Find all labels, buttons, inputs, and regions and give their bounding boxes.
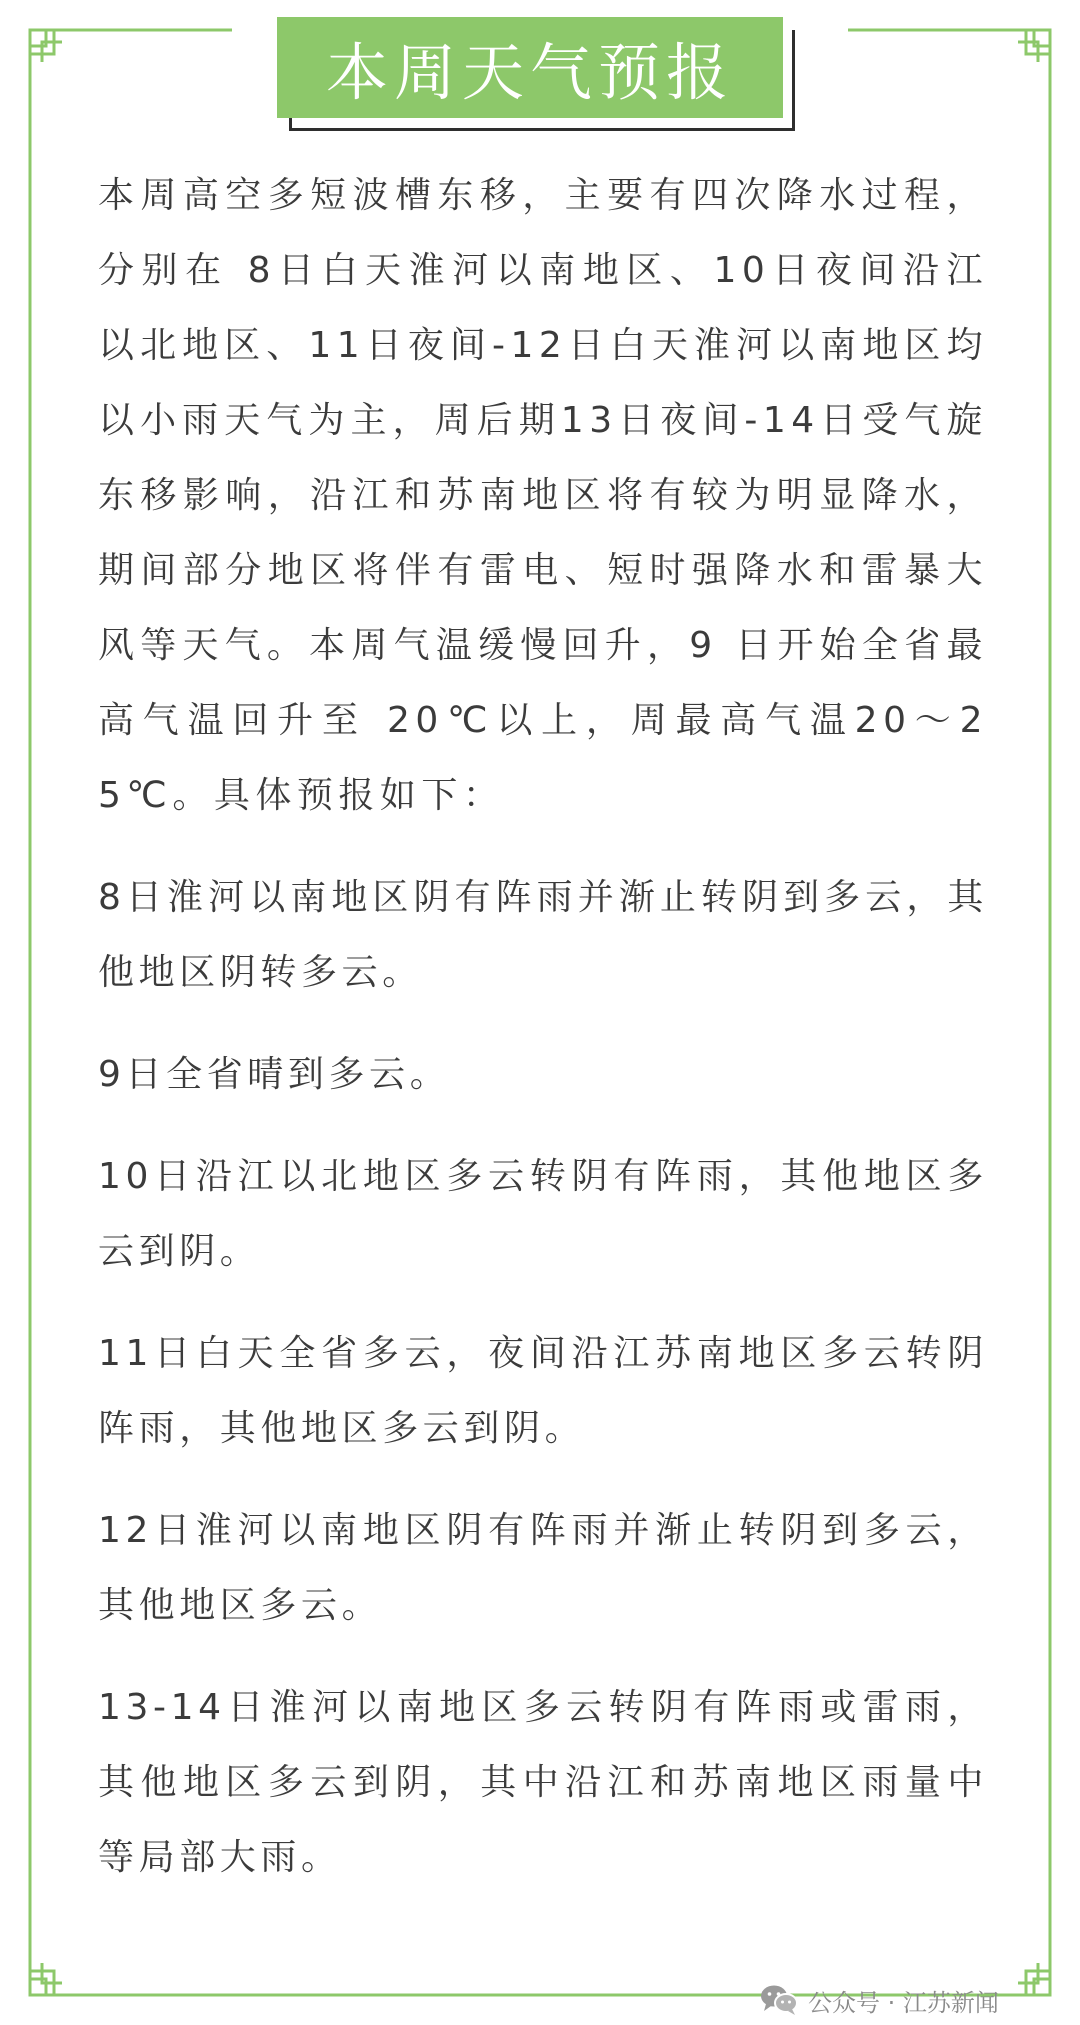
wechat-icon <box>760 1984 798 2016</box>
paragraph-summary: 本周高空多短波槽东移，主要有四次降水过程，分别在 8日白天淮河以南地区、10日夜间沿江以北地区、11日夜间-12日白天淮河以南地区均以小雨天气为主，周后期13日夜间-14日受气旋东移影响，沿江和苏南地区将有较为明显降水，期间部分地区将伴有雷电、短时强降水和雷暴大风等天气。本周气温缓慢回升，9 日开始全省最高气温回升至 20℃以上，周最高气温20～25℃。具体预报如下： <box>98 175 988 816</box>
paragraph-day-9: 9日全省晴到多云。 <box>98 1054 451 1095</box>
article-body <box>98 158 988 1922</box>
paragraph-day-8: 8日淮河以南地区阴有阵雨并渐止转阴到多云，其他地区阴转多云。 <box>98 877 988 993</box>
watermark-text: 公众号 · 江苏新闻 <box>808 1988 999 2017</box>
title-banner <box>277 17 783 118</box>
watermark <box>760 1980 999 2020</box>
paragraph-day-10: 10日沿江以北地区多云转阴有阵雨，其他地区多云到阴。 <box>98 1156 988 1272</box>
paragraph-day-13-14: 13-14日淮河以南地区多云转阴有阵雨或雷雨，其他地区多云到阴，其中沿江和苏南地区雨量中等局部大雨。 <box>98 1687 988 1878</box>
paragraph-day-12: 12日淮河以南地区阴有阵雨并渐止转阴到多云，其他地区多云。 <box>98 1510 988 1626</box>
banner-box <box>277 17 783 118</box>
page-title: 本周天气预报 <box>325 36 734 109</box>
paragraph-day-11: 11日白天全省多云，夜间沿江苏南地区多云转阴阵雨，其他地区多云到阴。 <box>98 1333 988 1449</box>
